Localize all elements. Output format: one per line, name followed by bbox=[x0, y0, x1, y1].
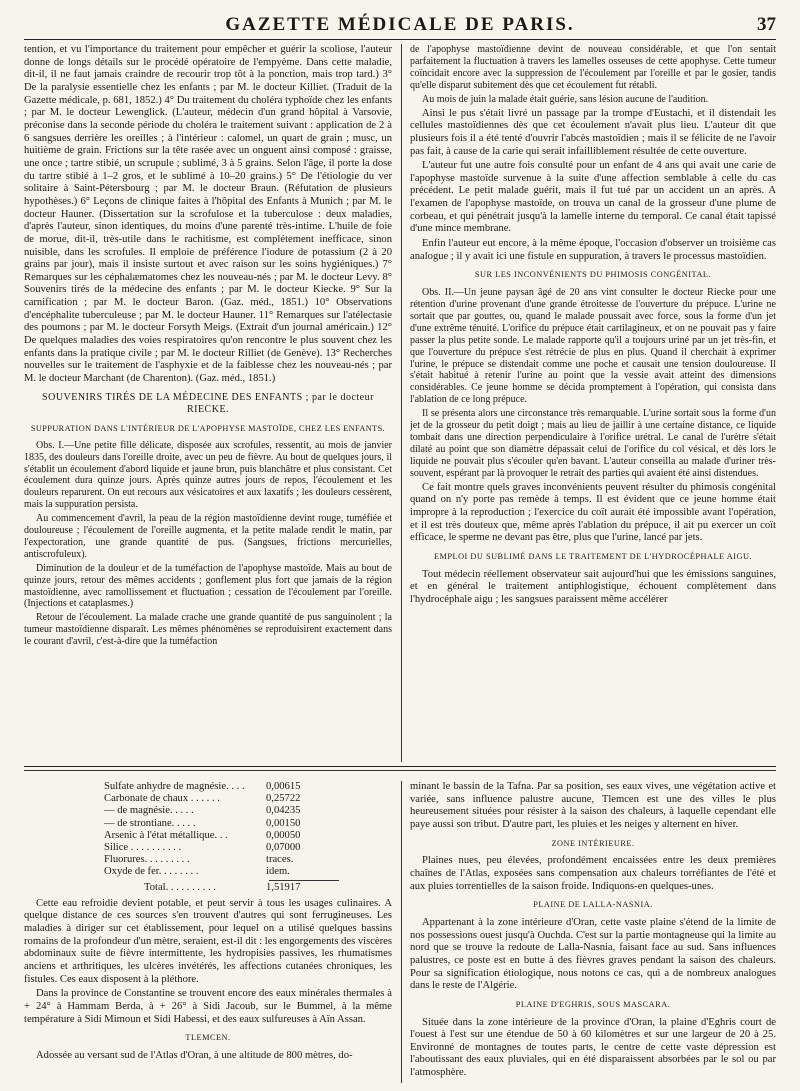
paragraph: Il se présenta alors une circonstance très remarquable. L'urine sortait sous la forme d'un jet de la grosseur du petit doigt ; mais au lieu de jaillir à une certaine distance, ce liquide tombait dans une direction perpendiculaire à l'orifice urétral. Le canal de l'urètre s'était dilaté au point que son diamètre dépassait celui de l'orifice du col vésical, et dès lors le liquide ne pouvait plus s'écouler qu'en bavant. L'auteur conseilla au malade d'uriner très-souvent, espérant par là provoquer le retrait des parties qui avaient été ainsi distendues. bbox=[410, 408, 776, 479]
paragraph: Au commencement d'avril, la peau de la région mastoïdienne devint rouge, tuméfiée et douloureuse ; l'écoulement de l'oreille augmenta, et la petite malade rendit le matin, par l'expectoration, une grande quantité de pus. (Sangsues, frictions mercurielles, antiscrofuleux). bbox=[24, 513, 392, 560]
table-total-value: 1,51917 bbox=[266, 881, 301, 893]
paragraph: Ce fait montre quels graves inconvénients peuvent résulter du phimosis congénital quand on n'y porte pas remède à temps. Il est évident que ce jeune homme était impropre à la reproduction ; l'exercice du coït aurait été impossible avant l'opération, et il est très douteux que, même après l'ablation du prépuce, il ait pu exercer un coït efficace, le sperme ne devant pas être, plus que l'urine, lancé par jets. bbox=[410, 481, 776, 544]
paragraph: Située dans la zone intérieure de la province d'Oran, la plaine d'Eghris court de l'ouest à l'est sur une étendue de 50 à 60 kilomètres et sur une largeur de 20 à 25. Environné de montagnes de toutes parts, le centre de cette vaste dépression est l'aboutissant des eaux pluviales, qui en été disparaissent absorbées par le sol ou par l'atmosphère. bbox=[410, 1016, 776, 1079]
paragraph: L'auteur fut une autre fois consulté pour un enfant de 4 ans qui avait une carie de l'apophyse mastoïde survenue à la suite d'une affection semblable à celle du cas précédent. Le petit malade guérit, mais il fut tué par un accident un an après. A l'examen de l'apophyse mastoïde, on trouva un canal de la grosseur d'une plume de corbeau, et qui pénétrait jusqu'à la lamelle interne du temporal. Ce canal était tapissé d'une mince membrane. bbox=[410, 160, 776, 235]
lower-right-column bbox=[410, 781, 776, 1082]
mineral-table bbox=[24, 781, 392, 894]
paragraph: Obs. I.—Une petite fille délicate, disposée aux scrofules, ressentit, au mois de janvier 1835, des douleurs dans l'oreille droite, avec un peu de fièvre. Au bout de quelques jours, il s'établit un écoulement d'abord liquide et jaune brun, puis blanchâtre et plus consistant. Cet écoulement dura quinze jours. Après quinze autres jours de repos, l'écoulement et les douleurs reparurent. On eut recours aux vésicatoires et aux laxatifs ; les douleurs cessèrent, mais la suppuration persista. bbox=[24, 439, 392, 511]
table-cell-value: 0,25722 bbox=[266, 793, 301, 805]
paragraph: Appartenant à la zone intérieure d'Oran, cette vaste plaine s'étend de la limite de nos possessions ouest jusqu'à Ouchda. C'est sur la partie montagneuse qui la limite au nord que se trouve la redoute de Lalla-Nasnia, faisant face au sud. Sans influences palustres, ce poste est en butte à des fièvres graves pendant la saison des chaleurs. Pour sa signification étiologique, nous notons ce cas, qui a de nombreux analogues dans le reste de l'Algérie. bbox=[410, 916, 776, 992]
table-cell-value: idem. bbox=[266, 866, 290, 878]
table-row bbox=[24, 805, 392, 817]
header-rule bbox=[24, 39, 776, 40]
table-sum-line bbox=[269, 880, 339, 881]
upper-left-column bbox=[24, 44, 392, 650]
table-cell-value: 0,04235 bbox=[266, 805, 301, 817]
section-subtitle-mastoide: SUPPURATION DANS L'INTÉRIEUR DE L'APOPHYSE MASTOÏDE, CHEZ LES ENFANTS. bbox=[30, 424, 386, 434]
paragraph: Obs. II.—Un jeune paysan âgé de 20 ans vint consulter le docteur Riecke pour une rétention d'urine provenant d'une grande étroitesse de l'ouverture du prépuce. L'urine ne sortait que par gouttes, ou, quand le malade poussait avec force, sous la forme d'un jet d'une extrême ténuité. L'orifice du prépuce était cartilagineux, et on ne pouvait pas y faire passer la plus petite sonde. Le malade rapporte qu'il a toujours uriné par un jet très-fin, et que l'ouverture du prépuce s'est rétrécie de plus en plus. Quand il cherchait à exprimer l'urine, le prépuce se distendait comme une poche et causait une tension douloureuse. Il s'était habitué à retenir l'urine au point que la vessie avait atteint des dimensions considérables. Ce jeune homme se décida promptement à l'opération, qui consista dans l'ablation de ce long prépuce. bbox=[410, 287, 776, 406]
paragraph: Cette eau refroidie devient potable, et peut servir à tous les usages culinaires. A quelque distance de ces sources s'en trouvent d'autres qui sont ferrugineuses. Les maladies à diriger sur cet établissement, pour lequel on a utilisé quelques bassins romains de la profondeur d'un mètre, seraient, est-il dit : les engorgements des viscères abdominaux suite de fièvre intermittente, les hydropisies passives, les rhumatismes anciens et arthritiques, les ulcères invétérés, les affections cutanées chroniques, les fistules. Ces eaux disposent à la pléthore. bbox=[24, 897, 392, 985]
paragraph: de l'apophyse mastoïdienne devint de nouveau considérable, et que l'on sentait parfaitement la fluctuation à travers les lamelles osseuses de cette apophyse. Cette tumeur coïncidait encore avec la suppression de l'écoulement par l'oreille et par le gosier, tandis qu'elle disparut subitement dès que cet écoulement fut rétabli. bbox=[410, 44, 776, 91]
section-title-phimosis: SUR LES INCONVÉNIENTS DU PHIMOSIS CONGÉNITAL. bbox=[474, 270, 712, 280]
table-cell-name: Silice . . . . . . . . . . bbox=[104, 842, 182, 854]
table-cell-value: 0,07000 bbox=[266, 842, 301, 854]
table-cell-name: Arsenic à l'état métallique. . . bbox=[104, 829, 228, 841]
table-cell-name: — de magnésie. . . . . bbox=[104, 805, 194, 817]
upper-left-paragraph: tention, et vu l'importance du traitement pour empêcher et guérir la scoliose, l'auteur donne de longs détails sur le procédé opératoire de l'empyème. Dans cette maladie, dit-il, il ne faut jamais craindre de recourir trop tôt à la ponction, mais trop tard.) 3° De la paralysie essentielle chez les enfants ; par M. le docteur Killiet. (Traduit de la Gazette médicale, p. 681, 1852.) 4° Du traitement du choléra typhoïde chez les enfants ; par M. le docteur Lewenglick. (L'auteur, médecin d'un grand hôpital à Varsovie, préconise dans la seconde période du choléra le traitement suivant : application de 2 à 6 sangsues derrière les oreilles ; à l'intérieur : calomel, un quart de grain ; musc, un huitième de grain. Frictions sur la tête rasée avec un onguent ainsi composé : graisse, une once ; tartre stibié, un scrupule ; sublimé, 3 à 5 grains. Selon l'âge, il porte la dose du tartre stibié à 1–2 gros, et le sublimé à 10–20 grains.) 5° De l'étiologie du ver solitaire à Saint-Pétersbourg ; par M. le docteur Braun. (Réfutation de plusieurs hypothèses.) 6° Leçons de clinique faites à l'hôpital des Enfants à Munich ; par M. le docteur Hauner. (Dissertation sur la scrofulose et la tuberculose : deux maladies, d'après l'auteur, sinon identiques, du moins d'une parenté très-intime. L'huile de foie de morue, dit-il, très-utile dans le rachitisme, est complétement inefficace, sinon nuisible, dans les scrofules. Il emploie de préférence l'iodure de potassium (2 à 20 grains par jour), mais il insiste surtout et avec raison sur les soins hygiéniques.) 7° Remarques sur les céphalæmatomes chez les nouveau-nés ; par M. le docteur Levy. 8° Souvenirs tirés de la médecine des enfants ; par M. le docteur Kiecke. 9° Sur la carnification ; par M. le docteur Baron. (Gaz. méd., 1851.) 10° Observations d'encéphalite tuberculeuse ; par M. le docteur Hauner. 11° Remarques sur l'atélectasie des poumons ; par M. le docteur Forsyth Meigs. (Extrait d'un journal américain.) 12° De quelques maladies des voies respiratoires qu'on rencontre le plus souvent chez les enfants dans la pratique civile ; par M. le docteur Rilliet (de Genève). 13° Recherches nouvelles sur le traitement de l'asphyxie et de la faiblesse chez les nouveau-nés ; par M. le docteur Marchant (de Charenton). (Gaz. méd., 1851.) bbox=[24, 44, 392, 385]
paragraph: Dans la province de Constantine se trouvent encore des eaux minérales thermales à + 24° à Hammam Berda, à + 26° à Sidi Jacoub, sur le Bummel, à la même température à Sidi Mimoun et Sidi Habessi, et des eaux sulfureuses à Aïn Assan. bbox=[24, 988, 392, 1025]
table-cell-name: Oxyde de fer. . . . . . . . bbox=[104, 866, 199, 878]
table-row bbox=[24, 854, 392, 866]
table-row bbox=[24, 830, 392, 842]
paragraph: Enfin l'auteur eut encore, à la même époque, l'occasion d'observer un troisième cas analogue ; il y avait ici une fistule en suppuration, à travers le processus mastoïdien. bbox=[410, 238, 776, 262]
table-cell-value: traces. bbox=[266, 854, 294, 866]
section-title-eghris: PLAINE D'EGHRIS, SOUS MASCARA. bbox=[515, 999, 671, 1009]
paragraph: Diminution de la douleur et de la tuméfaction de l'apophyse mastoïde. Mais au bout de quinze jours, retour des mêmes accidents ; gonflement plus fort que jamais de la région mastoïdienne, avec ramollissement et fluctuation ; cessation de l'écoulement par l'oreille. (Injections et cataplasmes.) bbox=[24, 562, 392, 610]
page-number: 37 bbox=[757, 14, 776, 35]
paragraph: Retour de l'écoulement. La malade crache une grande quantité de pus sanguinolent ; la tumeur mastoïdienne disparaît. Les mêmes phénomènes se reproduisirent exactement dans le courant d'avril, c'est-à-dire que la tuméfaction bbox=[24, 612, 392, 648]
paragraph: Plaines nues, peu élevées, profondément encaissées entre les deux premières chaînes de l'Atlas, exposées sans compensation aux chaleurs torréfiantes de l'été et aux pluies torrentielles de la saison froide. Indiquons-en quelques-unes. bbox=[410, 855, 776, 892]
table-cell-name: Fluorures. . . . . . . . . bbox=[104, 854, 190, 866]
table-row bbox=[24, 818, 392, 830]
table-cell-name: Carbonate de chaux . . . . . . bbox=[104, 793, 220, 805]
section-title-zone: ZONE INTÉRIEURE. bbox=[551, 838, 635, 848]
table-total-row bbox=[24, 882, 392, 894]
table-row bbox=[24, 781, 392, 793]
section-divider-rule bbox=[24, 766, 776, 767]
section-title-lalla: PLAINE DE LALLA-NASNIA. bbox=[533, 900, 653, 910]
section-title-sublime: EMPLOI DU SUBLIMÉ DANS LE TRAITEMENT DE L'HYDROCÉPHALE AIGU. bbox=[433, 551, 753, 561]
paragraph: minant le bassin de la Tafna. Par sa position, ses eaux vives, une végétation active et variée, sans influence palustre aucune, Tlemcen est une des villes le plus heureusement situées pour résister à la saison des chaleurs, à laquelle cependant elle paye aussi son tribut. D'autre part, les pluies et les neiges y alternent en hiver. bbox=[410, 781, 776, 830]
table-cell-name: Sulfate anhydre de magnésie. . . . bbox=[104, 781, 245, 792]
paragraph: Tout médecin réellement observateur sait aujourd'hui que les émissions sanguines, et en général le traitement antiphlogistique, échouent complètement dans l'hydrocéphale aigu ; les sangsues paraissent même accélérer bbox=[410, 568, 776, 605]
paragraph: Adossée au versant sud de l'Atlas d'Oran, à une altitude de 800 mètres, do- bbox=[36, 1050, 353, 1062]
column-divider bbox=[401, 44, 402, 762]
paragraph: Au mois de juin la malade était guérie, sans lésion aucune de l'audition. bbox=[422, 93, 709, 105]
table-cell-name: — de strontiane. . . . . bbox=[104, 817, 196, 829]
table-row bbox=[24, 793, 392, 805]
section-title-tlemcen: TLEMCEN. bbox=[185, 1033, 231, 1043]
table-cell-value: 0,00050 bbox=[266, 829, 301, 841]
page-header bbox=[24, 12, 776, 38]
table-total-label: Total. . . . . . . . . . bbox=[144, 881, 216, 893]
upper-right-column bbox=[410, 44, 776, 608]
section-divider-rule-thin bbox=[24, 770, 776, 771]
lower-left-column bbox=[24, 781, 392, 1065]
section-title-riecke: SOUVENIRS TIRÉS DE LA MÉDECINE DES ENFANTS ; par le docteur RIECKE. bbox=[42, 391, 374, 416]
journal-title: GAZETTE MÉDICALE DE PARIS. bbox=[225, 14, 575, 35]
table-row bbox=[24, 866, 392, 878]
table-row bbox=[24, 842, 392, 854]
column-divider bbox=[401, 781, 402, 1083]
paragraph: Ainsi le pus s'était livré un passage par la trompe d'Eustachi, et il distendait les cellules mastoïdiennes dès que cet écoulement n'avait plus lieu. L'auteur dit que plusieurs fois il a été tenté d'ouvrir l'abcès mastoïdien ; mais il se félicite de ne l'avoir pas fait, à cause de la carie qui serait infailliblement résultée de cette ouverture. bbox=[410, 107, 776, 157]
table-cell-value: 0,00615 bbox=[266, 781, 301, 792]
table-cell-value: 0,00150 bbox=[266, 817, 301, 829]
